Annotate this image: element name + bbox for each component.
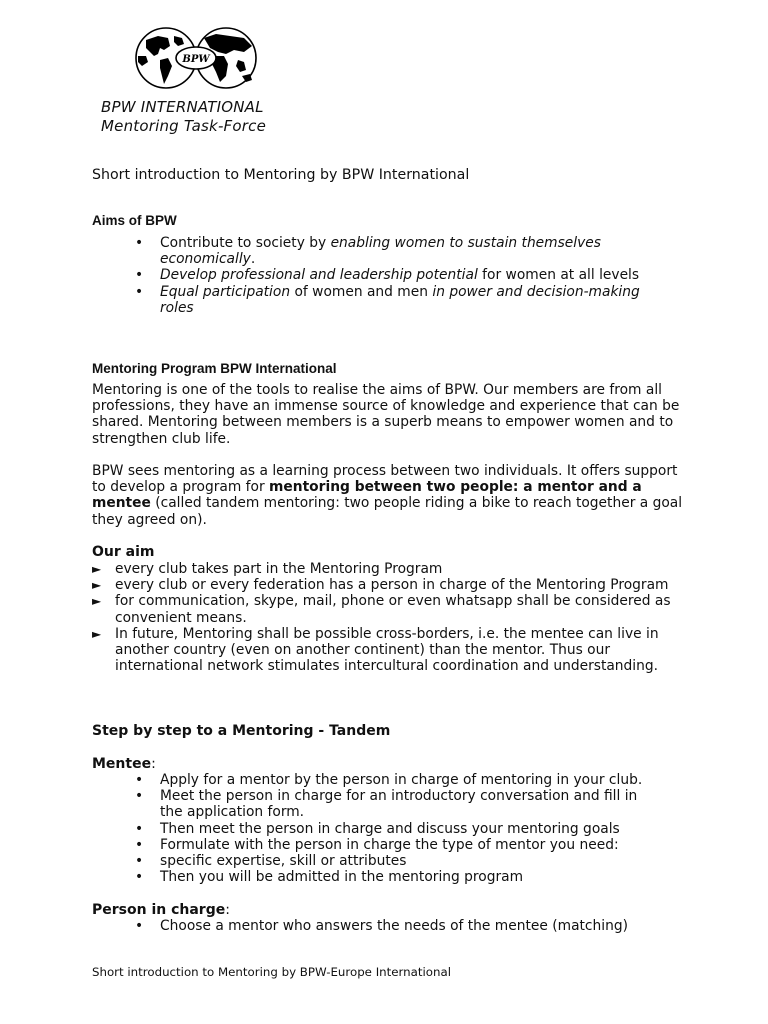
list-item: ► In future, Mentoring shall be possible cross-borders, i.e. the mentee can live in another country (even on another continent) than the mentor. Thus our international network stimulates intercultural coordination and understanding. xyxy=(92,625,659,675)
bullet-icon: • xyxy=(135,836,144,853)
list-item: • specific expertise, skill or attributes xyxy=(135,853,407,870)
list-item: ► every club takes part in the Mentoring Program xyxy=(92,561,443,577)
bullet-icon: • xyxy=(135,283,144,300)
program-paragraph-2: BPW sees mentoring as a learning process between two individuals. It offers support to develop a program for mentoring between two people: a mentor and a mentee (called tandem mentoring: two people riding a bike to reach together a goal they agreed on). xyxy=(92,463,683,528)
task-force-name: Mentoring Task-Force xyxy=(101,117,267,135)
mentee-steps-list xyxy=(135,772,660,886)
bullet-icon: • xyxy=(135,918,144,934)
person-in-charge-list xyxy=(135,918,680,934)
list-item: ► every club or every federation has a person in charge of the Mentoring Program xyxy=(92,577,669,594)
list-item: • Apply for a mentor by the person in charge of mentoring in your club. xyxy=(135,772,643,788)
aims-list xyxy=(135,235,660,316)
person-in-charge-heading: Person in charge: xyxy=(92,902,230,918)
badge-text: BPW xyxy=(182,54,210,65)
bullet-icon: • xyxy=(135,788,144,805)
page-footer: Short introduction to Mentoring by BPW-Europe International xyxy=(92,965,451,979)
our-aim-list xyxy=(92,561,685,675)
list-item: • Develop professional and leadership potential for women at all levels xyxy=(135,267,640,284)
arrow-bullet-icon: ► xyxy=(92,562,102,576)
program-paragraph-1: Mentoring is one of the tools to realise the aims of BPW. Our members are from all professions, they have an immense source of knowledge and experience that can be shared. Mentoring between members is a superb means to empower women and to strengthen club life. xyxy=(92,382,680,447)
list-item: • Formulate with the person in charge the type of mentor you need: xyxy=(135,836,619,853)
list-item: • Contribute to society by enabling women to sustain themselves economically. xyxy=(135,235,601,268)
steps-heading: Step by step to a Mentoring - Tandem xyxy=(92,723,391,739)
list-item: • Then you will be admitted in the mentoring program xyxy=(135,869,524,886)
bullet-icon: • xyxy=(135,869,144,886)
bullet-icon: • xyxy=(135,235,144,251)
our-aim-heading: Our aim xyxy=(92,544,155,560)
arrow-bullet-icon: ► xyxy=(92,578,102,593)
aims-heading: Aims of BPW xyxy=(92,213,177,228)
bullet-icon: • xyxy=(135,267,144,284)
list-item: • Meet the person in charge for an introductory conversation and fill in the application form. xyxy=(135,788,638,821)
list-item: • Choose a mentor who answers the needs of the mentee (matching) xyxy=(135,918,628,934)
list-item: • Equal participation of women and men in power and decision-making roles xyxy=(135,283,640,316)
mentee-heading: Mentee: xyxy=(92,756,156,772)
bpw-logo xyxy=(134,26,258,90)
org-name: BPW INTERNATIONAL xyxy=(101,98,264,116)
list-item: ► for communication, skype, mail, phone or even whatsapp shall be considered as convenient means. xyxy=(92,593,671,626)
document-title: Short introduction to Mentoring by BPW International xyxy=(92,167,470,183)
bullet-icon: • xyxy=(135,772,144,788)
list-item: • Then meet the person in charge and discuss your mentoring goals xyxy=(135,820,620,837)
arrow-bullet-icon: ► xyxy=(92,626,102,641)
arrow-bullet-icon: ► xyxy=(92,594,102,609)
program-heading: Mentoring Program BPW International xyxy=(92,361,337,376)
bullet-icon: • xyxy=(135,853,144,870)
bullet-icon: • xyxy=(135,820,144,837)
